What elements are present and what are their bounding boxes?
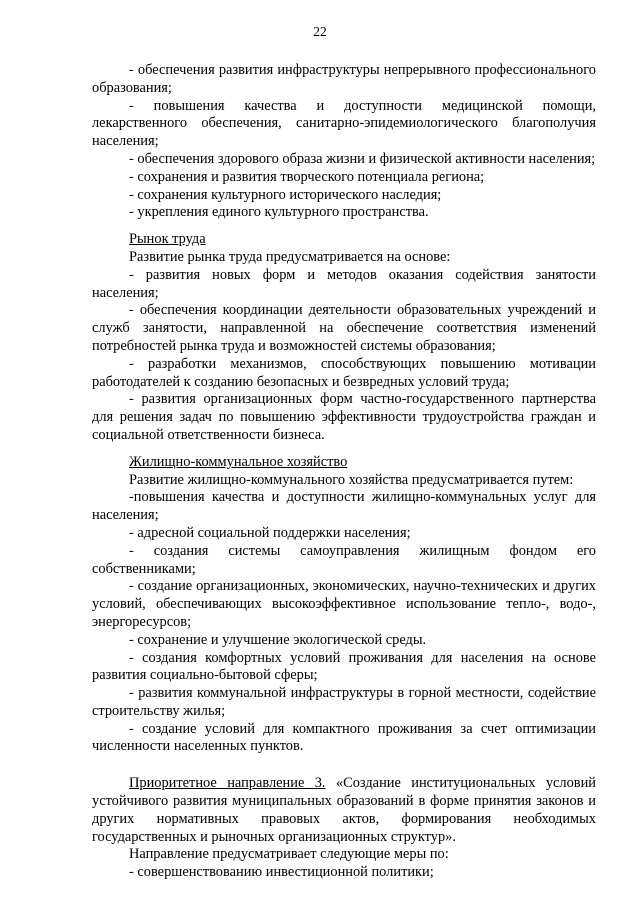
list-item: - создания системы самоуправления жилищным фондом его собственниками; [92, 542, 596, 577]
list-item: - сохранение и улучшение экологической среды. [129, 631, 427, 648]
list-item: - разработки механизмов, способствующих повышению мотивации работодателей к созданию безопасных и безвредных условий труда; [92, 355, 596, 390]
list-item: - обеспечения здорового образа жизни и физической активности населения; [129, 150, 596, 167]
priority-direction-label: Приоритетное направление 3. [129, 775, 326, 792]
page-body [92, 62, 596, 882]
list-item: -повышения качества и доступности жилищно-коммунальных услуг для населения; [92, 489, 596, 524]
priority-direction-paragraph [92, 775, 596, 846]
list-item: - укрепления единого культурного пространства. [129, 204, 429, 221]
list-item: - создание организационных, экономических, научно-технических и других условий, обеспечивающих высокоэффективное использование тепло-, водо-, энергоресурсов; [92, 578, 596, 630]
list-item: - развития организационных форм частно-государственного партнерства для решения задач по повышению эффективности трудоустройства граждан и социальной ответственности бизнеса. [92, 391, 596, 443]
list-item: - адресной социальной поддержки населения; [129, 524, 411, 541]
list-item: - сохранения и развития творческого потенциала региона; [129, 168, 485, 185]
section-intro: Развитие рынка труда предусматривается на основе: [129, 248, 451, 265]
list-item: - создание условий для компактного проживания за счет оптимизации численности населенных пунктов. [92, 720, 596, 755]
section-intro: Направление предусматривает следующие меры по: [129, 846, 449, 863]
list-item: - совершенствованию инвестиционной политики; [129, 864, 434, 881]
list-item: - повышения качества и доступности медицинской помощи, лекарственного обеспечения, санитарно-эпидемиологического благополучия населения; [92, 97, 596, 150]
page-number: 22 [313, 24, 327, 39]
priority-direction-text: «Создание институциональных условий устойчивого развития муниципальных образований в форме принятия законов и других нормативных правовых актов, формирования необходимых государственных и рыночных организационных структур». [92, 775, 596, 845]
list-item: - обеспечения развития инфраструктуры непрерывного профессионального образования; [92, 62, 596, 96]
section-heading-housing: Жилищно-коммунальное хозяйство [129, 453, 348, 470]
section-heading-labor-market: Рынок труда [129, 231, 206, 248]
list-item: - создания комфортных условий проживания для населения на основе развития социально-бытовой сферы; [92, 649, 596, 684]
section-intro: Развитие жилищно-коммунального хозяйства предусматривается путем: [129, 471, 574, 488]
list-item: - сохранения культурного исторического наследия; [129, 186, 442, 203]
list-item: - развития коммунальной инфраструктуры в горной местности, содействие строительству жилья; [92, 685, 596, 719]
list-item: - развития новых форм и методов оказания содействия занятости населения; [92, 266, 596, 301]
list-item: - обеспечения координации деятельности образовательных учреждений и служб занятости, направленной на обеспечение соответствия изменений потребностей рынка труда и возможностей системы образования; [92, 302, 596, 354]
